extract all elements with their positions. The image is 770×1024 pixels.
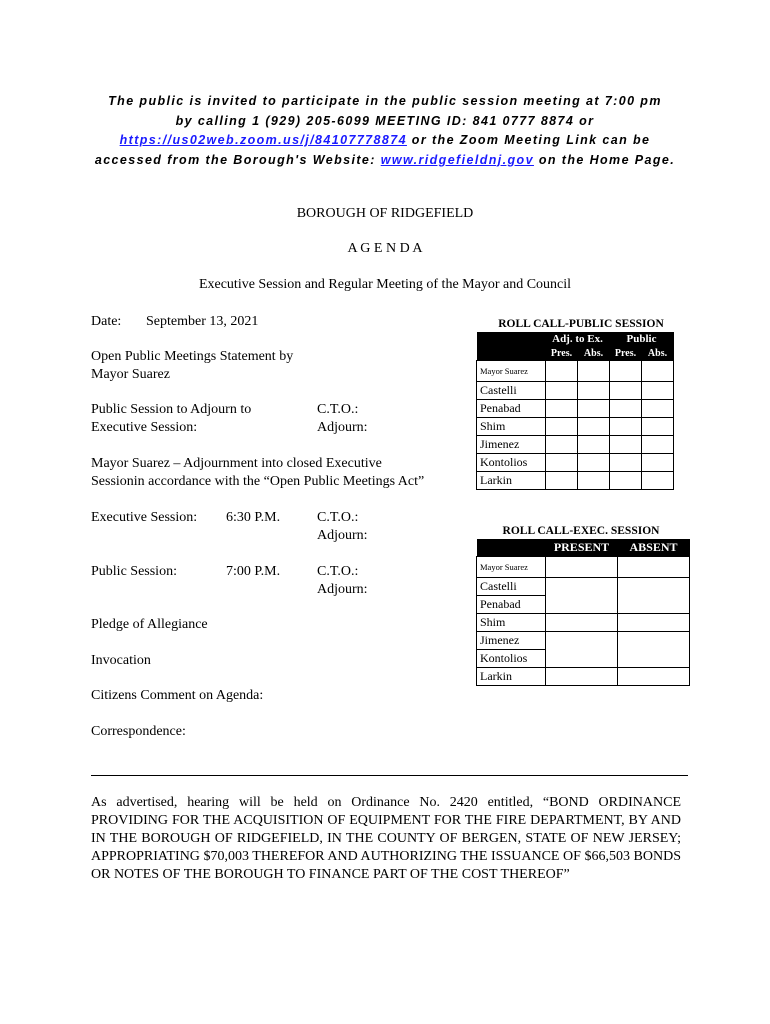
attendance-cell	[546, 578, 618, 614]
correspondence-item: Correspondence:	[91, 724, 186, 739]
attendance-cell	[618, 557, 690, 578]
public-notice	[60, 92, 710, 170]
public-session-label: Public Session:	[91, 564, 177, 579]
roll-public-table	[476, 332, 674, 490]
ordinance-paragraph: As advertised, hearing will be held on Ordinance No. 2420 entitled, “BOND ORDINANCE PROVIDING FOR THE ACQUISITION OF EQUIPMENT FOR THE FIRE DEPARTMENT, BY AND IN THE BOROUGH OF RIDGEFIELD, IN THE COUNTY OF BERGEN, STATE OF NEW JERSEY; APPROPRIATING $70,003 THEREFOR AND AUTHORIZING THE ISSUANCE OF $66,503 BONDS OR NOTES OF THE BOROUGH TO FINANCE PART OF THE COST THEREOF”	[91, 795, 681, 882]
roll-public-title: ROLL CALL-PUBLIC SESSION	[498, 318, 664, 330]
member-name: Mayor Suarez	[477, 557, 546, 578]
exec-session-time: 6:30 P.M.	[226, 510, 281, 525]
borough-title: BOROUGH OF RIDGEFIELD	[296, 206, 474, 221]
attendance-cell	[618, 632, 690, 668]
roll-public-sub: Pres.	[550, 347, 573, 359]
cto-label: C.T.O.:	[317, 510, 359, 525]
member-name: Jimenez	[477, 632, 546, 650]
roll-exec-table	[476, 539, 690, 686]
vote-cell	[610, 472, 642, 490]
table-row	[477, 472, 674, 490]
vote-cell	[578, 382, 610, 400]
adjourn-line-2: Executive Session:	[91, 420, 198, 435]
adjourn-label: Adjourn:	[317, 528, 368, 543]
attendance-cell	[546, 614, 618, 632]
member-name: Penabad	[477, 596, 546, 614]
vote-cell	[642, 472, 674, 490]
notice-line-3	[60, 131, 710, 151]
attendance-cell	[546, 668, 618, 686]
citizens-comment-item: Citizens Comment on Agenda:	[91, 688, 264, 703]
attendance-cell	[546, 632, 618, 668]
table-row	[477, 436, 674, 454]
table-row	[477, 668, 690, 686]
notice-line-3-rest: or the Zoom Meeting Link can be	[406, 133, 651, 147]
roll-exec-header-blank	[477, 539, 546, 557]
member-name: Shim	[477, 418, 546, 436]
vote-cell	[642, 418, 674, 436]
agenda-title: A G E N D A	[347, 241, 423, 256]
member-name: Mayor Suarez	[477, 361, 546, 382]
vote-cell	[546, 361, 578, 382]
table-row	[477, 632, 690, 650]
vote-cell	[610, 400, 642, 418]
date-value: September 13, 2021	[146, 314, 259, 329]
table-row	[477, 418, 674, 436]
vote-cell	[546, 436, 578, 454]
roll-exec-header	[477, 539, 690, 557]
member-name: Kontolios	[477, 454, 546, 472]
vote-cell	[546, 382, 578, 400]
exec-session-label: Executive Session:	[91, 510, 198, 525]
notice-line-4-post: on the Home Page.	[533, 152, 676, 167]
attendance-cell	[618, 668, 690, 686]
vote-cell	[546, 400, 578, 418]
vote-cell	[642, 400, 674, 418]
pledge-item: Pledge of Allegiance	[91, 617, 208, 632]
table-row	[477, 614, 690, 632]
invocation-item: Invocation	[91, 653, 151, 668]
member-name: Larkin	[477, 668, 546, 686]
closed-session-statement	[91, 455, 424, 491]
adjourn-to-exec	[91, 401, 251, 437]
table-row	[477, 557, 690, 578]
roll-public-group-public: Public	[626, 333, 657, 345]
table-row	[477, 454, 674, 472]
notice-line-1: The public is invited to participate in the public session meeting at 7:00 pm	[108, 94, 662, 108]
roll-exec-present-header: PRESENT	[553, 540, 610, 554]
vote-cell	[546, 418, 578, 436]
attendance-cell	[618, 614, 690, 632]
member-name: Jimenez	[477, 436, 546, 454]
vote-cell	[578, 454, 610, 472]
vote-cell	[610, 436, 642, 454]
vote-cell	[642, 361, 674, 382]
roll-exec-title: ROLL CALL-EXEC. SESSION	[502, 525, 660, 537]
vote-cell	[610, 382, 642, 400]
roll-public-sub: Abs.	[647, 347, 668, 359]
vote-cell	[578, 400, 610, 418]
vote-cell	[610, 361, 642, 382]
roll-public-header-blank	[477, 332, 546, 361]
cto-label: C.T.O.:	[317, 564, 359, 579]
member-name: Penabad	[477, 400, 546, 418]
vote-cell	[546, 472, 578, 490]
roll-exec-absent-header: ABSENT	[629, 540, 678, 554]
meeting-title: Executive Session and Regular Meeting of the Mayor and Council	[198, 277, 572, 292]
cto-label: C.T.O.:	[317, 402, 359, 417]
vote-cell	[642, 382, 674, 400]
exec-motion	[317, 509, 368, 545]
opma-line-2: Mayor Suarez	[91, 367, 170, 382]
roll-public-sub: Abs.	[583, 347, 604, 359]
opma-line-1: Open Public Meetings Statement by	[91, 349, 294, 364]
notice-line-4	[60, 151, 710, 171]
vote-cell	[578, 361, 610, 382]
vote-cell	[578, 472, 610, 490]
closed-line-1: Mayor Suarez – Adjournment into closed Executive	[91, 456, 382, 471]
notice-line-2: by calling 1 (929) 205-6099 MEETING ID: 841 0777 8874 or	[175, 113, 595, 128]
public-session-time: 7:00 P.M.	[226, 564, 281, 579]
date-label: Date:	[91, 314, 122, 329]
vote-cell	[642, 454, 674, 472]
vote-cell	[578, 418, 610, 436]
member-name: Kontolios	[477, 650, 546, 668]
member-name: Shim	[477, 614, 546, 632]
roll-public-sub: Pres.	[614, 347, 637, 359]
table-row	[477, 400, 674, 418]
vote-cell	[610, 454, 642, 472]
table-row	[477, 578, 690, 596]
vote-cell	[546, 454, 578, 472]
table-row	[477, 382, 674, 400]
section-divider	[91, 775, 688, 776]
attendance-cell	[546, 557, 618, 578]
notice-line-4-pre: accessed from the Borough's Website:	[94, 152, 381, 167]
member-name: Castelli	[477, 382, 546, 400]
vote-cell	[578, 436, 610, 454]
closed-line-2: Sessionin accordance with the “Open Public Meetings Act”	[91, 474, 425, 489]
adjourn-label: Adjourn:	[317, 420, 368, 435]
opma-statement	[91, 348, 293, 384]
attendance-cell	[618, 578, 690, 614]
adjourn-motion	[317, 401, 368, 437]
zoom-link[interactable]: https://us02web.zoom.us/j/84107778874	[119, 133, 407, 147]
roll-public-group-adj: Adj. to Ex.	[552, 333, 603, 345]
adjourn-line-1: Public Session to Adjourn to	[91, 402, 252, 417]
vote-cell	[610, 418, 642, 436]
member-name: Castelli	[477, 578, 546, 596]
adjourn-label: Adjourn:	[317, 582, 368, 597]
website-link[interactable]: www.ridgefieldnj.gov	[380, 152, 534, 167]
vote-cell	[642, 436, 674, 454]
public-motion	[317, 563, 368, 599]
member-name: Larkin	[477, 472, 546, 490]
roll-public-header	[477, 332, 674, 346]
table-row	[477, 361, 674, 382]
